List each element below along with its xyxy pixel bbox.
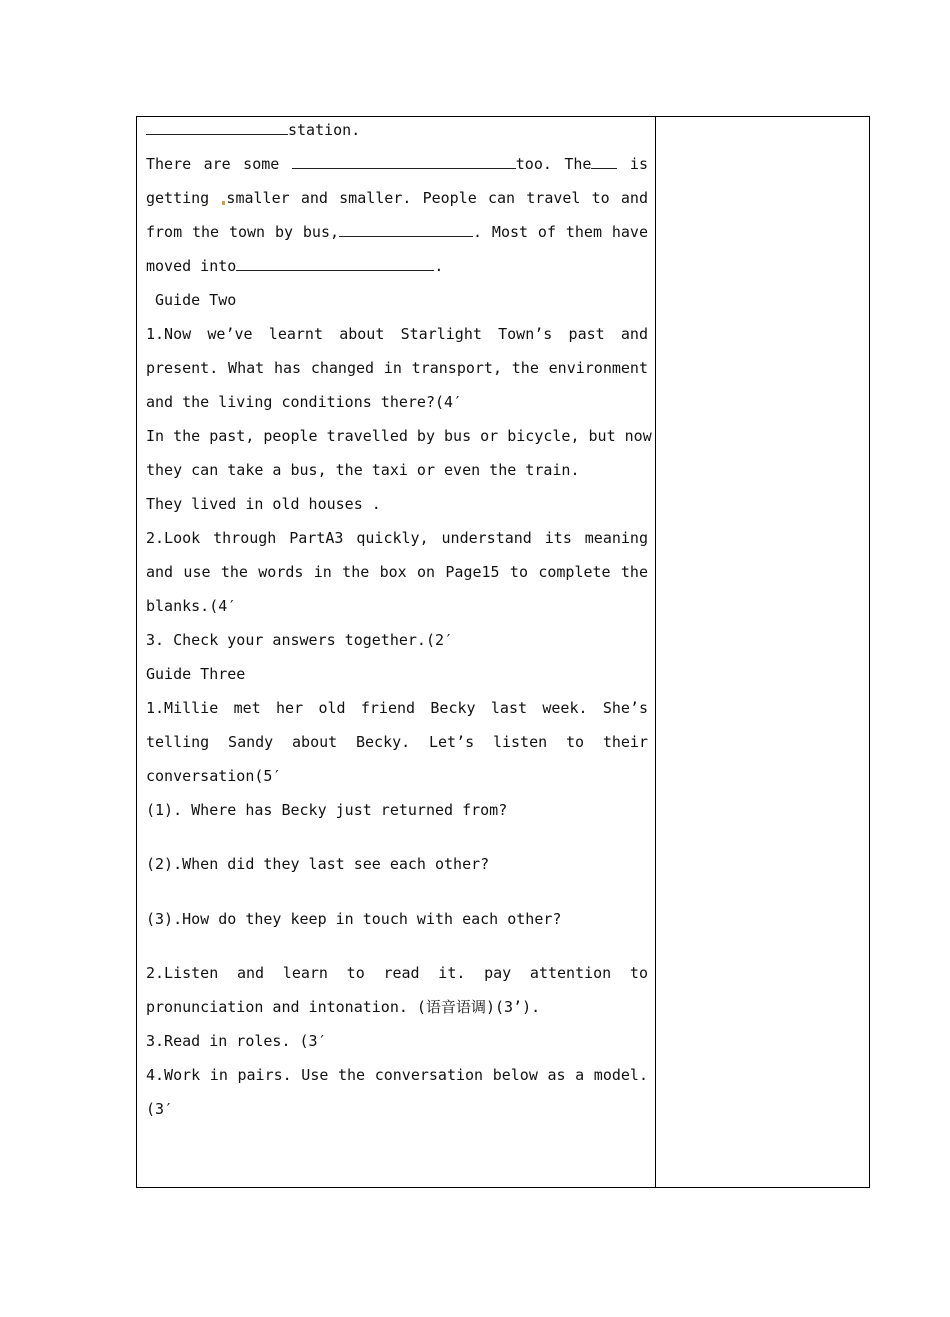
fill-blank xyxy=(236,254,434,271)
guide-three-item-4-line-2: (3′ xyxy=(146,1100,174,1118)
guide-two-item-2-line-2: and use the words in the box on Page15 to complete the xyxy=(146,563,648,581)
text-span: smaller and smaller. People can travel to and xyxy=(226,189,648,207)
guide-two-heading: Guide Two xyxy=(155,291,237,309)
guide-two-item-1-line-1: 1.Now we’ve learnt about Starlight Town’s past and xyxy=(146,325,648,343)
question-1: (1). Where has Becky just returned from? xyxy=(146,801,508,819)
guide-two-answer-line-1: In the past, people travelled by bus or bicycle, but now xyxy=(146,427,652,445)
worksheet-table xyxy=(136,116,870,1188)
text-span: is xyxy=(617,155,648,173)
guide-three-item-2-line-2: pronunciation and intonation. (语音语调)(3’). xyxy=(146,998,541,1016)
guide-three-heading: Guide Three xyxy=(146,665,246,683)
guide-three-item-1-line-1: 1.Millie met her old friend Becky last week. She’s xyxy=(146,699,648,717)
fill-blank xyxy=(339,220,473,237)
guide-two-answer-line-3: They lived in old houses . xyxy=(146,495,381,513)
mark-dot xyxy=(222,201,225,205)
guide-three-item-1-line-2: telling Sandy about Becky. Let’s listen to their xyxy=(146,733,648,751)
fill-blank xyxy=(591,152,617,169)
guide-two-item-1-line-2: present. What has changed in transport, the environment xyxy=(146,359,648,377)
guide-three-item-3: 3.Read in roles. (3′ xyxy=(146,1032,327,1050)
text-span: . Most of them have xyxy=(473,223,648,241)
guide-two-answer-line-2: they can take a bus, the taxi or even the train. xyxy=(146,461,580,479)
text-span: moved into xyxy=(146,257,237,275)
notes-cell xyxy=(656,117,869,1187)
guide-two-item-2-line-1: 2.Look through PartA3 quickly, understand its meaning xyxy=(146,529,648,547)
line-moved-into xyxy=(146,254,648,278)
line-station xyxy=(146,118,648,142)
line-getting-smaller xyxy=(146,186,648,210)
question-2: (2).When did they last see each other? xyxy=(146,855,490,873)
question-3: (3).How do they keep in touch with each other? xyxy=(146,910,562,928)
text-span: getting xyxy=(146,189,210,207)
guide-three-item-2-line-1: 2.Listen and learn to read it. pay attention to xyxy=(146,964,648,982)
line-there-are-some xyxy=(146,152,648,176)
fill-blank xyxy=(146,118,288,135)
guide-three-item-4-line-1: 4.Work in pairs. Use the conversation below as a model. xyxy=(146,1066,648,1084)
guide-two-item-3: 3. Check your answers together.(2′ xyxy=(146,631,454,649)
text-span: . xyxy=(434,257,444,275)
main-content-cell xyxy=(137,117,656,1187)
text-span: There are some xyxy=(146,155,292,173)
line-from-the-town xyxy=(146,220,648,244)
guide-two-item-1-line-3: and the living conditions there?(4′ xyxy=(146,393,463,411)
fill-blank xyxy=(292,152,516,169)
text-span: from the town by bus, xyxy=(146,223,340,241)
text-span: station. xyxy=(288,121,361,139)
text-span: too. The xyxy=(515,155,592,173)
guide-two-item-2-line-3: blanks.(4′ xyxy=(146,597,237,615)
guide-three-item-1-line-3: conversation(5′ xyxy=(146,767,282,785)
